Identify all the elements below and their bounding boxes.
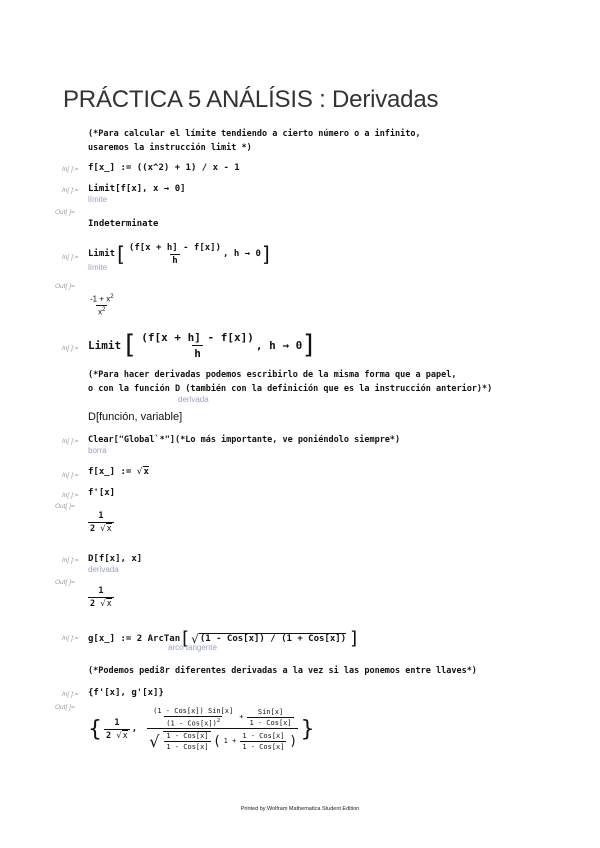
output-derivative-fraction <box>88 294 116 316</box>
input-cell-define-f[interactable]: f[x_] := ((x^2) + 1) / x - 1 <box>88 163 240 173</box>
quotient-denominator: h <box>172 255 178 266</box>
exponent: 2 <box>216 718 221 724</box>
fraction-numerator: 1 - Cos[x] <box>242 731 285 740</box>
den-prefix: 2 <box>90 599 101 609</box>
hint-limit[interactable]: límite <box>88 263 108 272</box>
input-label: In[ ]:= <box>62 187 79 194</box>
big-numerator <box>149 707 295 728</box>
output-label: Out[ ]= <box>55 503 75 510</box>
input-label: In[ ]:= <box>62 438 79 445</box>
sqrt-arg: x <box>106 599 112 609</box>
quotient-denominator: h <box>194 346 201 360</box>
output-label: Out[ ]= <box>55 283 75 290</box>
limit-tail: , h → 0 <box>255 338 303 352</box>
fraction-numerator: (1 - Cos[x]) Sin[x] <box>153 707 234 715</box>
hint-derivative[interactable]: derivada <box>178 395 209 404</box>
input-cell-limit-large[interactable]: Limit [ $\frac{(f[x + h] - f[x])}{h}$ , h → 0 ] <box>88 330 314 360</box>
limit-tail: , h → 0 <box>223 249 261 259</box>
page-title: PRÁCTICA 5 ANÁLÍSIS : Derivadas <box>63 86 439 113</box>
difference-quotient <box>127 243 223 266</box>
output-derivative-sqrt <box>88 511 114 534</box>
plus-sign: + <box>239 713 244 722</box>
fraction-denominator: 1 - Cos[x] <box>242 742 285 751</box>
code-text: g[x_] := 2 ArcTan <box>88 633 181 644</box>
den-prefix: 2 <box>106 730 117 741</box>
quotient-numerator: (f[x + h] - f[x]) <box>141 330 254 344</box>
input-cell-clear[interactable]: Clear["Global`*"](*Lo más importante, ve poniéndolo siempre*) <box>88 435 401 445</box>
fraction-numerator: -1 + x <box>90 294 111 304</box>
exponent: 2 <box>102 306 106 313</box>
hint-arctan[interactable]: arco tangente <box>168 643 217 652</box>
input-cell-define-g[interactable]: g[x_] := 2 ArcTan [ √ (1 - Cos[x]) / (1 + Cos[x]) ] <box>88 628 358 649</box>
comment-line: (*Para calcular el límite tendiendo a cierto número o a infinito, <box>88 129 421 139</box>
sqrt-arg: x <box>122 730 128 741</box>
comment-limit <box>88 127 421 155</box>
comment-multiple-derivatives: (*Podemos pedi8r diferentes derivadas a la vez si las ponemos entre llaves*) <box>88 666 477 676</box>
big-denominator: √ $\frac{\text{1 - Cos[x]}}{\text{1 - Cos[x]}}$ ( 1 + $\frac{\text{1 - Cos[x]}}{\text{1 - Cos[x]}}$ ) <box>147 728 297 751</box>
first-derivative <box>104 718 130 741</box>
output-indeterminate: Indeterminate <box>88 219 159 229</box>
comment-derivatives <box>88 368 492 396</box>
input-label: In[ ]:= <box>62 166 79 173</box>
limit-head: Limit <box>88 338 122 352</box>
footer-note: Printed by Wolfram Mathematica Student Edition <box>240 806 360 812</box>
fraction-denominator: (1 - Cos[x]) <box>166 719 217 728</box>
sqrt-arg: x <box>106 524 112 534</box>
exponent: 2 <box>110 294 114 300</box>
output-label: Out[ ]= <box>55 704 75 711</box>
quotient-numerator: (f[x + h] - f[x]) <box>128 242 222 253</box>
comment-line: (*Para hacer derivadas podemos escribirlo de la misma forma que a papel, <box>88 370 457 380</box>
code-text: f[x_] := <box>88 467 137 477</box>
hint-derivative[interactable]: derivada <box>88 565 119 574</box>
sqrt-icon: √ <box>100 524 106 534</box>
input-label: In[ ]:= <box>62 254 79 261</box>
input-label: In[ ]:= <box>62 691 79 698</box>
hint-limit[interactable]: límite <box>88 195 108 204</box>
second-derivative <box>147 707 297 751</box>
text-d-function: D[función, variable] <box>88 411 183 423</box>
input-label: In[ ]:= <box>62 557 79 564</box>
sqrt-icon: √ <box>100 599 106 609</box>
output-label: Out[ ]= <box>55 579 75 586</box>
difference-quotient <box>139 331 256 360</box>
limit-head: Limit <box>88 249 116 259</box>
output-derivative-sqrt <box>88 586 114 609</box>
fraction-numerator: 1 - Cos[x] <box>166 732 209 741</box>
comment-line: usaremos la instrucción limit *) <box>88 143 252 153</box>
input-cell-limit[interactable]: Limit[f[x], x → 0] <box>88 184 186 194</box>
sqrt-arg: x <box>143 467 149 477</box>
sqrt-arg: (1 - Cos[x]) / (1 + Cos[x]) <box>199 634 347 644</box>
hint-clear[interactable]: borra <box>88 446 107 455</box>
fraction-denominator: x <box>98 307 103 317</box>
fraction-denominator: 1 - Cos[x] <box>166 743 209 752</box>
sqrt-icon: √ <box>116 730 122 741</box>
input-cell-list-derivatives[interactable]: {f'[x], g'[x]} <box>88 688 164 698</box>
input-cell-define-sqrt[interactable] <box>88 467 149 477</box>
input-label: In[ ]:= <box>62 472 79 479</box>
fraction-numerator: 1 <box>98 511 104 521</box>
comment-line: o con la función D (también con la definición que es la instrucción anterior)*) <box>88 384 493 394</box>
input-label: In[ ]:= <box>62 492 79 499</box>
input-cell-limit-definition[interactable]: Limit [ $\frac{(f[x + h] - f[x])}{h}$ , h → 0 ] <box>88 242 270 266</box>
fraction-numerator: Sin[x] <box>257 707 284 716</box>
sqrt-icon: √ <box>136 467 143 477</box>
fraction-numerator: 1 <box>98 586 104 596</box>
paren-term: 1 + <box>223 737 237 746</box>
input-label: In[ ]:= <box>62 345 79 352</box>
fraction-denominator: 1 - Cos[x] <box>249 718 292 727</box>
output-derivative-list: { $\frac{1}{2 √x}$ , $\frac{\text{(1 - Cos[x]) Sin[x]}}{(1 - Cos[x])^2}$ + $\frac{\text{Sin[x]}}{\text{1 - Cos[x]}}$ √ $\frac{\text{1 - Cos[x]}}{\text{1 - Cos[x]}}$ ( 1 + $\frac{\text{1 - Cos[x]}}{\text{1 - Cos[x]}}$ ) } <box>88 707 315 752</box>
input-cell-d[interactable]: D[f[x], x] <box>88 554 143 564</box>
fraction-numerator: 1 <box>114 717 120 728</box>
input-cell-fprime[interactable]: f'[x] <box>88 488 116 498</box>
output-label: Out[ ]= <box>55 209 75 216</box>
den-prefix: 2 <box>90 524 101 534</box>
input-label: In[ ]:= <box>62 635 79 642</box>
sqrt-icon: √ <box>149 731 160 751</box>
sqrt-icon: √ <box>191 631 199 646</box>
